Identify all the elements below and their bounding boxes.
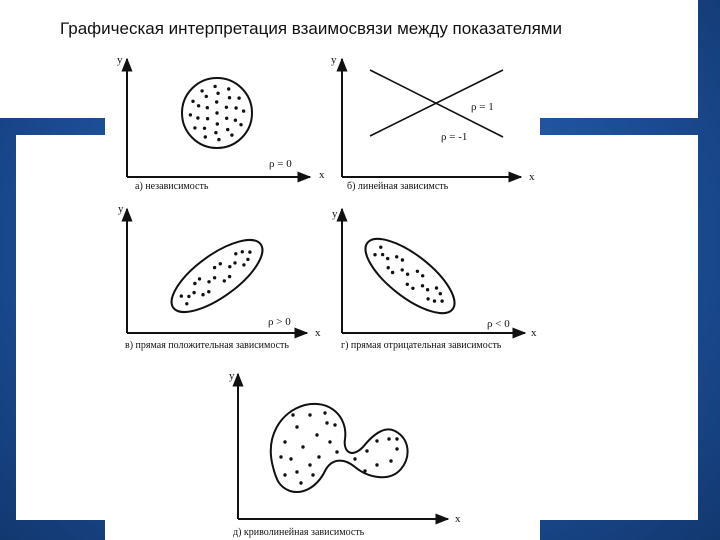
graph-e-dot [389, 459, 392, 462]
graph-a-dot [215, 111, 218, 114]
graph-c-dot [213, 276, 216, 279]
graph-e-dot [291, 413, 294, 416]
graph-b-rho-negative: ρ = -1 [441, 131, 468, 143]
graph-a-dot [197, 104, 200, 107]
graph-c-dot [207, 280, 210, 283]
graph-d-dot [401, 258, 404, 261]
correlation-figure [105, 47, 540, 540]
graph-e-dot [375, 439, 378, 442]
graph-a-dot [205, 95, 208, 98]
graph-d-dot [373, 253, 376, 256]
graph-e-dot [387, 437, 390, 440]
graph-d-dot [421, 274, 424, 277]
graph-c-dot [207, 290, 210, 293]
graph-c-dot [193, 282, 196, 285]
graph-c-dot [242, 263, 245, 266]
graph-c-dot [213, 266, 216, 269]
graph-d-dot [416, 270, 419, 273]
graph-e-dot [353, 457, 356, 460]
graph-c-dot [219, 262, 222, 265]
graph-a-dot [214, 131, 217, 134]
graph-e-dot [335, 450, 338, 453]
graph-c-dot [228, 275, 231, 278]
graph-c-dot [185, 302, 188, 305]
graph-e-dot [333, 423, 336, 426]
graph-d-dot [440, 299, 443, 302]
graph-e-dot [295, 470, 298, 473]
graph-a-dot [242, 109, 245, 112]
graph-b-y-label: y [331, 54, 337, 66]
graph-e-dot [301, 445, 304, 448]
graph-e-dot [308, 413, 311, 416]
graph-d-y-label: y [332, 208, 338, 220]
graph-d-dot [433, 299, 436, 302]
graph-a-dot [189, 113, 192, 116]
graph-c-dot [248, 250, 251, 253]
graph-a-x-label: x [319, 169, 325, 181]
graph-a-caption: а) независимость [135, 181, 209, 192]
graph-c-y-label: y [118, 203, 124, 215]
graph-d-x-label: x [531, 327, 537, 339]
graph-c-rho: ρ > 0 [268, 316, 291, 328]
graph-e-dot [323, 411, 326, 414]
graph-d-dot [406, 273, 409, 276]
graph-a-dot [226, 128, 229, 131]
slide-title: Графическая интерпретация взаимосвязи между показателями [60, 19, 562, 38]
graph-e-dot [308, 463, 311, 466]
graph-d-dot [435, 286, 438, 289]
graph-c-dot [233, 261, 236, 264]
graph-d-point-cloud [355, 226, 466, 326]
graph-c-caption: в) прямая положительная зависимость [125, 340, 289, 351]
graph-e-dot [363, 469, 366, 472]
graph-e-dot [317, 455, 320, 458]
graph-c-dot [201, 293, 204, 296]
graph-e-dot [395, 447, 398, 450]
graph-d-dot [395, 255, 398, 258]
graph-d-dot [381, 253, 384, 256]
graph-a-dot [216, 92, 219, 95]
graph-b-rho-positive: ρ = 1 [471, 101, 494, 113]
graph-c-dot [241, 250, 244, 253]
graph-a-dot [213, 85, 216, 88]
graph-a-dot [203, 127, 206, 130]
graph-a-dot [200, 89, 203, 92]
graph-c-dot [180, 294, 183, 297]
graph-c-positive [118, 203, 321, 351]
graph-d-dot [379, 246, 382, 249]
graph-d-caption: г) прямая отрицательная зависимость [341, 340, 502, 351]
graph-c-x-label: x [315, 327, 321, 339]
graph-a-dot [225, 117, 228, 120]
graph-e-point-cloud [271, 404, 408, 492]
graph-d-dot [401, 268, 404, 271]
graph-d-dot [391, 271, 394, 274]
graph-a-dot [206, 106, 209, 109]
graph-d-dot [426, 288, 429, 291]
graph-a-dot [217, 138, 220, 141]
graph-e-y-label: y [229, 370, 235, 382]
graph-d-dot [411, 287, 414, 290]
graph-c-dot [192, 291, 195, 294]
graph-e-dot [299, 481, 302, 484]
graph-a-dot [227, 87, 230, 90]
graph-a-dot [239, 123, 242, 126]
graph-a-dot [216, 122, 219, 125]
graph-d-dot [386, 257, 389, 260]
graph-e-x-label: x [455, 513, 461, 525]
graph-a-dot [230, 133, 233, 136]
graph-e-dot [315, 433, 318, 436]
graph-a-independence [117, 54, 325, 192]
graph-d-rho: ρ < 0 [487, 318, 510, 330]
graph-e-dot [325, 421, 328, 424]
graph-c-dot [246, 258, 249, 261]
graph-e-dot [365, 449, 368, 452]
graph-d-dot [439, 292, 442, 295]
graph-c-dot [234, 252, 237, 255]
graph-c-dot [198, 277, 201, 280]
graph-b-linear [331, 54, 535, 192]
graph-a-dot [196, 116, 199, 119]
graph-a-dot [234, 106, 237, 109]
graph-b-caption: б) линейная зависимсть [347, 181, 449, 192]
graph-e-dot [311, 473, 314, 476]
graph-a-dot [191, 100, 194, 103]
graph-d-dot [421, 284, 424, 287]
graph-e-caption: д) криволинейная зависимость [233, 527, 365, 538]
graph-d-dot [426, 297, 429, 300]
graph-e-dot [289, 457, 292, 460]
graph-d-dot [406, 283, 409, 286]
graph-a-dot [206, 117, 209, 120]
graph-a-rho: ρ = 0 [269, 158, 292, 170]
graph-e-dot [279, 455, 282, 458]
graph-c-dot [223, 279, 226, 282]
graph-d-dot [387, 266, 390, 269]
graph-c-dot [187, 295, 190, 298]
graph-d-negative [332, 208, 537, 351]
graph-a-dot [237, 96, 240, 99]
graph-e-dot [283, 440, 286, 443]
graph-a-dot [234, 119, 237, 122]
graph-a-dot [193, 126, 196, 129]
graph-a-dot [204, 135, 207, 138]
graph-c-dot [228, 265, 231, 268]
graph-a-dot [228, 96, 231, 99]
graph-e-dot [328, 440, 331, 443]
graph-a-dot [215, 100, 218, 103]
graph-e-curvilinear [229, 370, 461, 538]
graph-e-dot [395, 437, 398, 440]
graph-b-x-label: x [529, 171, 535, 183]
graph-e-dot [375, 463, 378, 466]
graph-e-dot [283, 473, 286, 476]
graph-a-y-label: y [117, 54, 123, 66]
graph-e-dot [295, 425, 298, 428]
graph-a-dot [225, 106, 228, 109]
graph-c-point-cloud [161, 227, 273, 324]
